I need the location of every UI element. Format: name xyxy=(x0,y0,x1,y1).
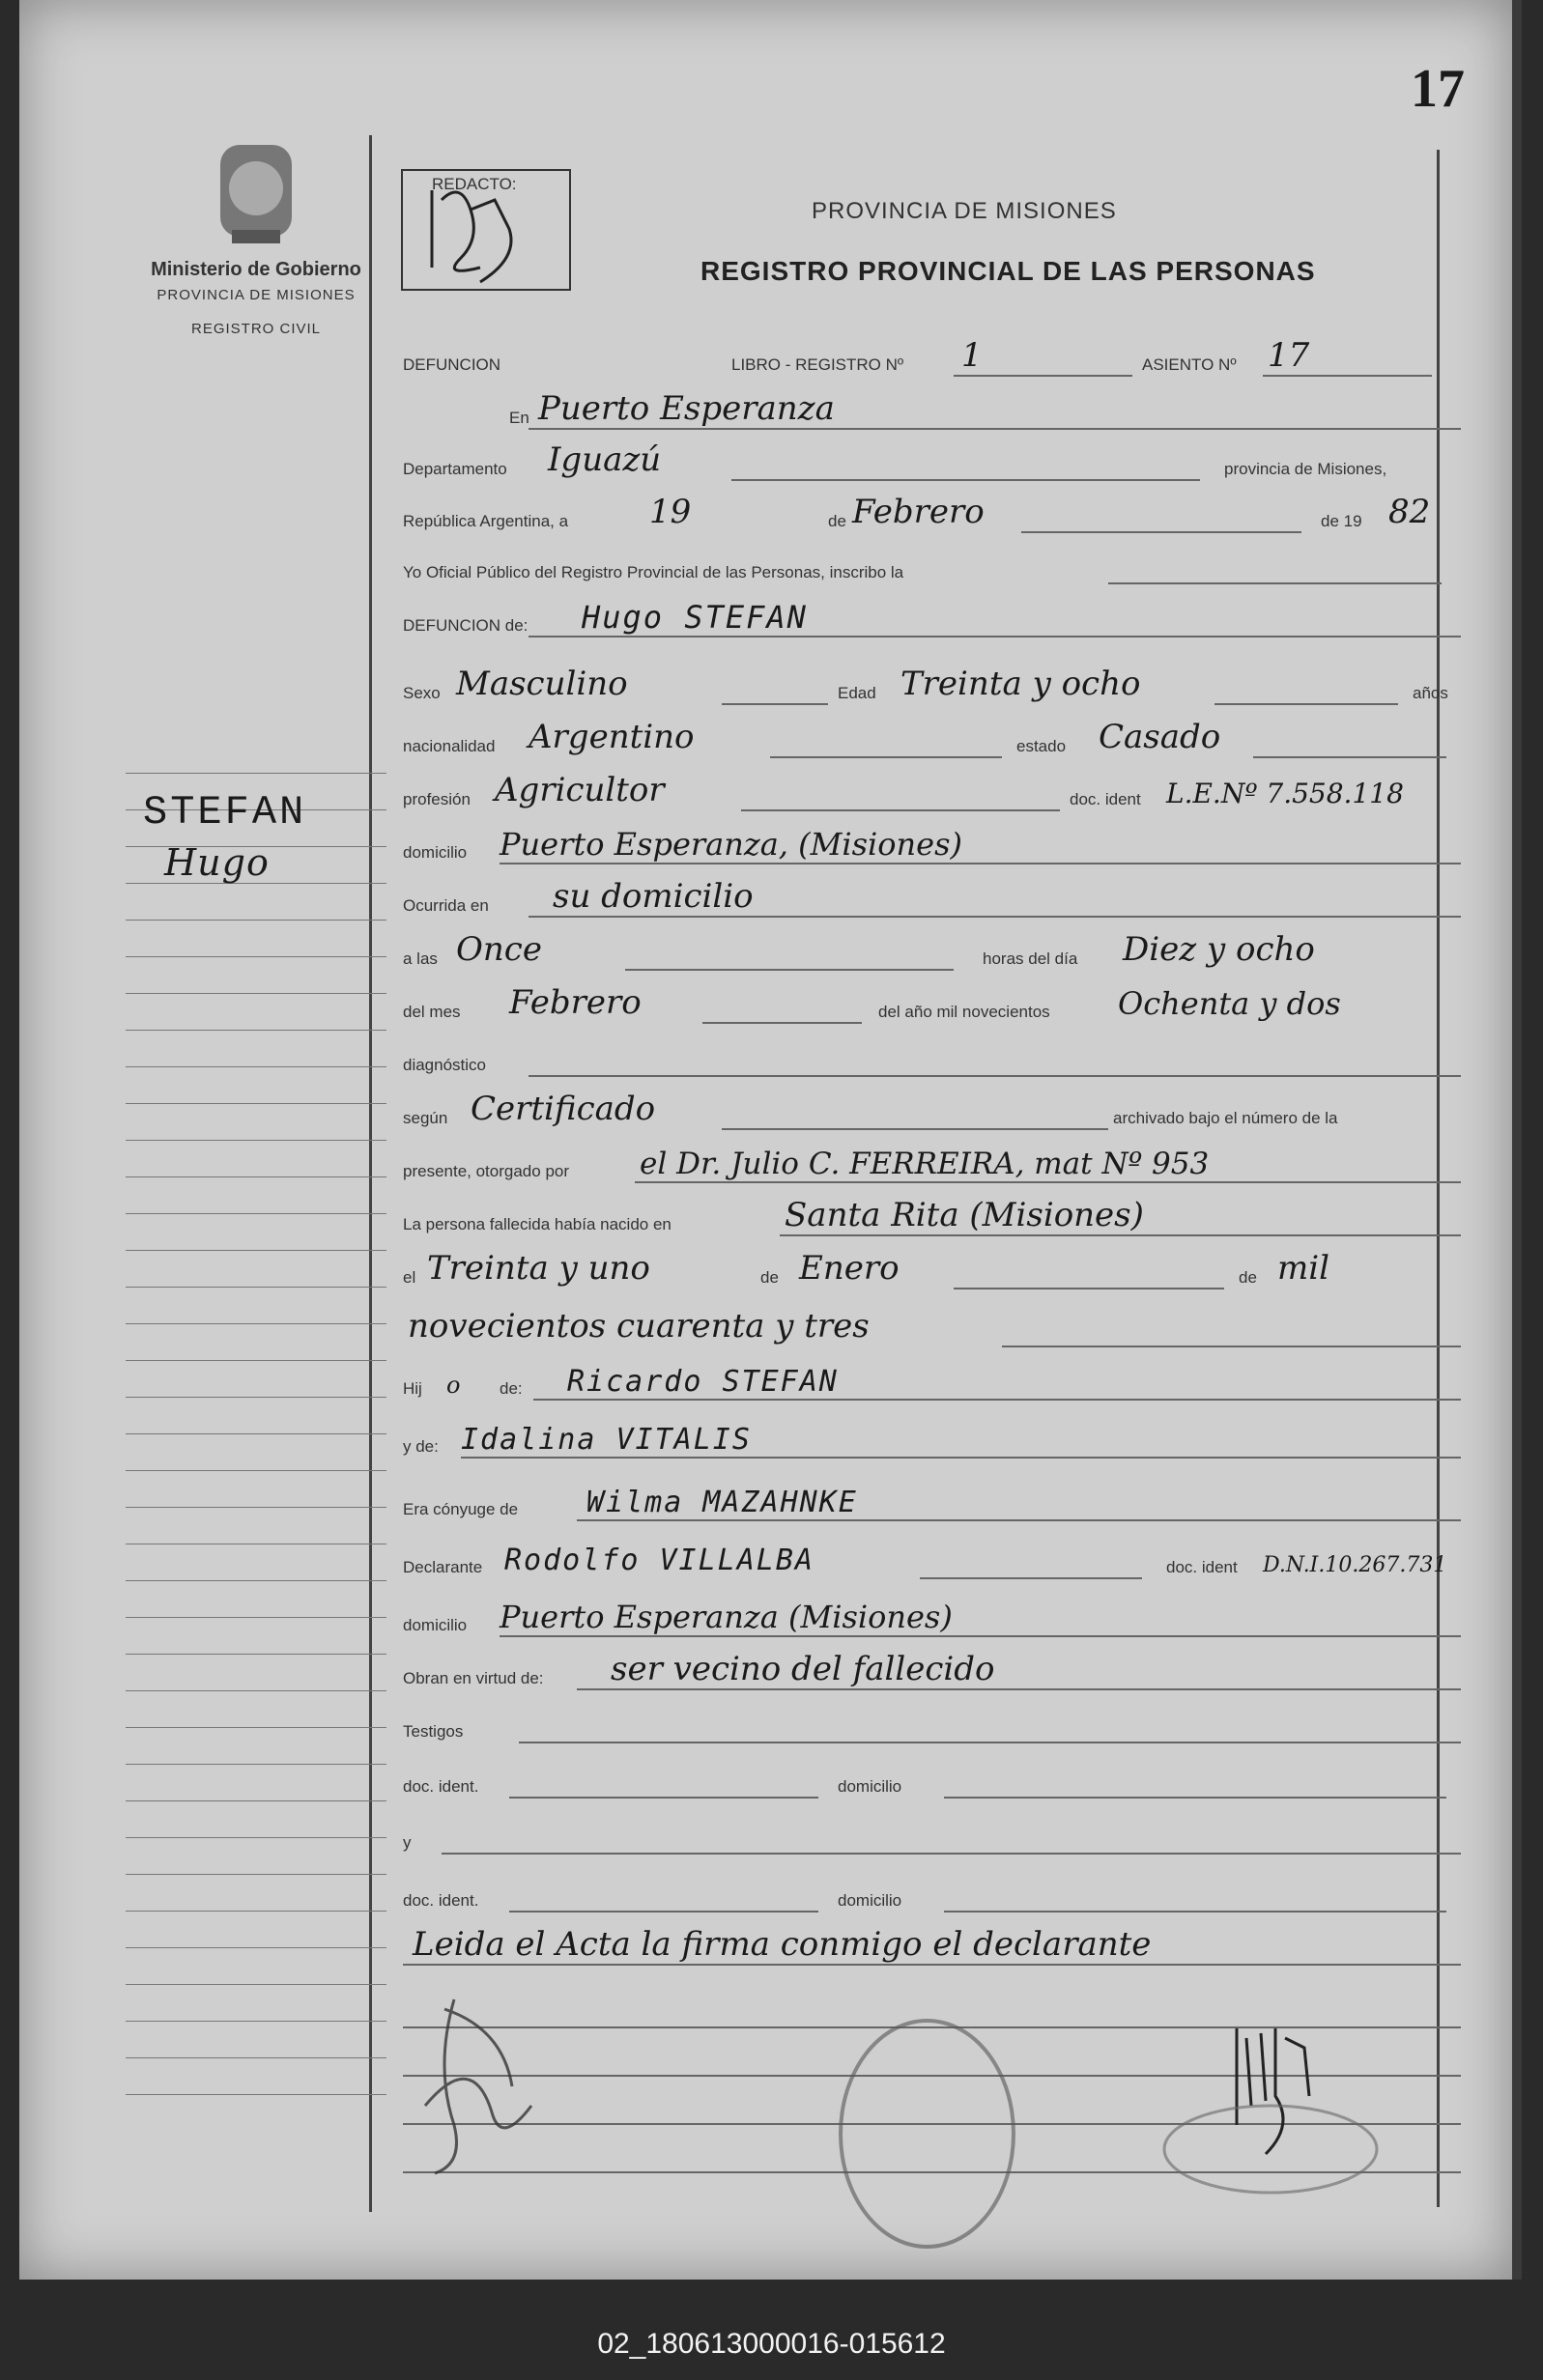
el-value: Treinta y uno xyxy=(427,1249,650,1288)
official-signature-icon xyxy=(396,1990,551,2183)
redacto-box xyxy=(401,169,571,291)
estado-label: estado xyxy=(1016,737,1067,755)
margin-surname: STEFAN xyxy=(143,789,307,836)
row-year-birth xyxy=(403,1309,1461,1355)
row-nacionalidad xyxy=(403,720,1461,766)
doc1-label: doc. ident. xyxy=(403,1777,479,1796)
diagnostico-label: diagnóstico xyxy=(403,1056,487,1074)
el-label: el xyxy=(403,1268,416,1287)
declarante-value: Rodolfo VILLALBA xyxy=(504,1544,814,1577)
de-label: de xyxy=(828,512,846,530)
presente-value: el Dr. Julio C. FERREIRA, mat Nº 953 xyxy=(640,1147,1210,1181)
doc2-label: doc. ident. xyxy=(403,1891,479,1910)
doc-value: L.E.Nº 7.558.118 xyxy=(1166,778,1404,809)
margin-given-name: Hugo xyxy=(164,841,270,884)
domicilio1-label: domicilio xyxy=(838,1777,902,1796)
de3-label: de xyxy=(1239,1268,1257,1287)
crest-icon xyxy=(203,135,309,251)
row-en xyxy=(403,391,1461,438)
libro-label: LIBRO - REGISTRO Nº xyxy=(731,355,904,374)
page-number: 17 xyxy=(1411,59,1465,119)
asiento-value: 17 xyxy=(1268,336,1310,375)
year-prefix: de 19 xyxy=(1321,512,1362,530)
estado-value: Casado xyxy=(1099,718,1221,756)
oficial-text: Yo Oficial Público del Registro Provincial de las Personas, inscribo la xyxy=(403,563,904,581)
y-de-value: Idalina VITALIS xyxy=(461,1423,752,1457)
de2-label: de xyxy=(760,1268,779,1287)
defuncion-de-label: DEFUNCION de: xyxy=(403,616,529,635)
hijo-de-label: de: xyxy=(500,1379,523,1398)
hijo-de-value: Ricardo STEFAN xyxy=(567,1365,839,1399)
row-y-de xyxy=(403,1420,1461,1466)
domicilio2-label: domicilio xyxy=(838,1891,902,1910)
horas-value: Diez y ocho xyxy=(1123,930,1315,969)
row-diagnostico xyxy=(403,1038,1461,1085)
redacto-signature-icon xyxy=(403,171,569,289)
y-label: y xyxy=(403,1833,412,1852)
official-oval-stamp xyxy=(1155,2096,1386,2202)
testigos-label: Testigos xyxy=(403,1722,464,1741)
row-presente xyxy=(403,1145,1461,1191)
row-a-las xyxy=(403,932,1461,978)
row-del-mes xyxy=(403,985,1461,1032)
conyuge-label: Era cónyuge de xyxy=(403,1500,519,1518)
obran-value: ser vecino del fallecido xyxy=(611,1650,995,1688)
month-value: Febrero xyxy=(852,493,985,531)
defuncion-label: DEFUNCION xyxy=(403,355,501,374)
provincia-suffix: provincia de Misiones, xyxy=(1224,460,1387,478)
profesion-value: Agricultor xyxy=(495,771,665,809)
nacionalidad-value: Argentino xyxy=(529,718,695,756)
del-ano-value: Ochenta y dos xyxy=(1118,985,1341,1022)
row-y xyxy=(403,1816,1461,1862)
row-testigos xyxy=(403,1705,1461,1751)
declarante-doc-label: doc. ident xyxy=(1166,1558,1238,1576)
row-profesion xyxy=(403,773,1461,819)
row-oficial xyxy=(403,546,1461,592)
nacido-value: Santa Rita (Misiones) xyxy=(785,1196,1144,1234)
ministry-registry: REGISTRO CIVIL xyxy=(190,321,322,337)
departamento-label: Departamento xyxy=(403,460,507,478)
row-domicilio xyxy=(403,826,1461,872)
nacionalidad-label: nacionalidad xyxy=(403,737,496,755)
horas-label: horas del día xyxy=(983,949,1078,968)
republica-label: República Argentina, a xyxy=(403,512,569,530)
en-value: Puerto Esperanza xyxy=(538,389,835,428)
del-mes-label: del mes xyxy=(403,1003,461,1021)
archivado-label: archivado bajo el número de la xyxy=(1113,1109,1338,1127)
margin-ruled-lines xyxy=(126,773,386,2131)
departamento-value: Iguazú xyxy=(548,440,662,479)
row-conyuge xyxy=(403,1483,1461,1529)
asiento-label: ASIENTO Nº xyxy=(1142,355,1237,374)
y-de-label: y de: xyxy=(403,1437,439,1456)
row-hijo xyxy=(403,1362,1461,1408)
edad-value: Treinta y ocho xyxy=(900,665,1141,703)
segun-value: Certificado xyxy=(471,1090,656,1128)
registry-seal-stamp xyxy=(839,2019,1015,2249)
margin-name xyxy=(143,787,306,888)
row-declarante xyxy=(403,1541,1461,1587)
declarante-doc-value: D.N.I.10.267.731 xyxy=(1263,1553,1447,1577)
sexo-value: Masculino xyxy=(456,665,628,703)
libro-value: 1 xyxy=(961,336,983,375)
province-header: PROVINCIA DE MISIONES xyxy=(812,198,1117,224)
hijo-label: Hij xyxy=(403,1379,422,1398)
year-value: 82 xyxy=(1388,493,1431,531)
redacto-label: REDACTO: xyxy=(432,175,517,193)
row-doc2 xyxy=(403,1874,1461,1920)
segun-label: según xyxy=(403,1109,448,1127)
de2-value: Enero xyxy=(799,1249,900,1288)
nacido-label: La persona fallecida había nacido en xyxy=(403,1215,671,1233)
year-birth-value: novecientos cuarenta y tres xyxy=(408,1307,870,1346)
row-declarante-domicilio xyxy=(403,1599,1461,1645)
del-mes-value: Febrero xyxy=(509,983,642,1022)
ministry-name: Ministerio de Gobierno xyxy=(151,259,361,280)
edad-label: Edad xyxy=(838,684,876,702)
registry-header: REGISTRO PROVINCIAL DE LAS PERSONAS xyxy=(700,256,1316,286)
row-sexo xyxy=(403,666,1461,713)
anos-label: años xyxy=(1413,684,1448,702)
image-caption: 02_180613000016-015612 xyxy=(597,2328,946,2360)
document-page xyxy=(19,0,1522,2280)
ministry-header xyxy=(116,135,396,337)
row-nacido xyxy=(403,1198,1461,1244)
defuncion-de-value: Hugo STEFAN xyxy=(582,599,808,636)
row-departamento xyxy=(403,442,1461,489)
doc-label: doc. ident xyxy=(1070,790,1141,808)
ocurrida-label: Ocurrida en xyxy=(403,896,489,915)
ocurrida-value: su domicilio xyxy=(553,877,754,916)
row-republica xyxy=(403,495,1461,541)
closing-value: Leida el Acta la firma conmigo el declarante xyxy=(413,1925,1152,1964)
row-closing xyxy=(403,1927,1461,1973)
declarante-label: Declarante xyxy=(403,1558,483,1576)
conyuge-value: Wilma MAZAHNKE xyxy=(586,1486,858,1519)
domicilio-value: Puerto Esperanza, (Misiones) xyxy=(500,826,962,863)
row-el xyxy=(403,1251,1461,1297)
row-defuncion-de xyxy=(403,599,1461,645)
del-ano-label: del año mil novecientos xyxy=(878,1003,1050,1021)
declarante-domicilio-label: domicilio xyxy=(403,1616,468,1634)
en-label: En xyxy=(509,409,529,427)
presente-label: presente, otorgado por xyxy=(403,1162,570,1180)
hijo-suffix: o xyxy=(446,1372,461,1399)
declarante-domicilio-value: Puerto Esperanza (Misiones) xyxy=(500,1599,953,1635)
row-libro xyxy=(403,338,1461,384)
row-obran xyxy=(403,1652,1461,1698)
a-las-label: a las xyxy=(403,949,438,968)
row-segun xyxy=(403,1091,1461,1138)
profesion-label: profesión xyxy=(403,790,471,808)
obran-label: Obran en virtud de: xyxy=(403,1669,544,1687)
ministry-province: PROVINCIA DE MISIONES xyxy=(157,287,356,303)
day-value: 19 xyxy=(649,493,692,531)
domicilio-label: domicilio xyxy=(403,843,468,862)
sexo-label: Sexo xyxy=(403,684,441,702)
de3-value: mil xyxy=(1277,1249,1329,1288)
a-las-value: Once xyxy=(456,930,542,969)
row-doc1 xyxy=(403,1760,1461,1806)
row-ocurrida xyxy=(403,879,1461,925)
